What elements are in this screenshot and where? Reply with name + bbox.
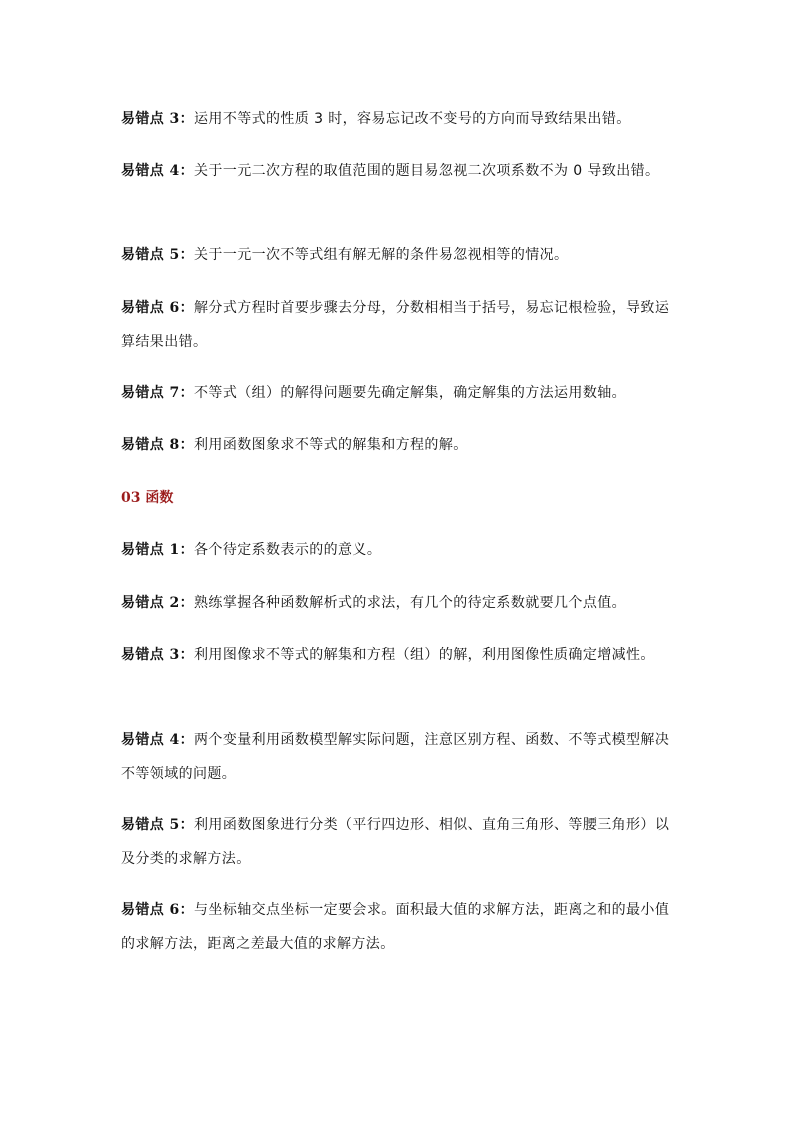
error-point-item xyxy=(121,893,677,961)
error-point-item xyxy=(121,808,677,876)
section-heading: 03 函数 xyxy=(121,490,174,506)
error-point-label: 易错点 6： xyxy=(121,902,195,918)
error-point-text: 各个待定系数表示的的意义。 xyxy=(194,542,382,558)
error-point-text: 与坐标轴交点坐标一定要会求。面积最大值的求解方法，距离之和的最小值的求解方法，距离之差最大值的求解方法。 xyxy=(121,902,670,952)
error-point-text: 关于一元一次不等式组有解无解的条件易忽视相等的情况。 xyxy=(194,247,569,263)
error-point-item xyxy=(121,376,677,410)
error-point-item xyxy=(121,723,677,791)
error-point-item xyxy=(121,291,677,359)
error-point-item xyxy=(121,154,677,188)
error-point-label: 易错点 7： xyxy=(121,385,195,401)
error-point-label: 易错点 3： xyxy=(121,111,195,127)
error-point-text: 关于一元二次方程的取值范围的题目易忽视二次项系数不为 0 导致出错。 xyxy=(194,163,660,179)
error-point-text: 利用函数图象求不等式的解集和方程的解。 xyxy=(194,437,468,453)
error-point-label: 易错点 5： xyxy=(121,247,195,263)
error-point-label: 易错点 8： xyxy=(121,437,195,453)
error-point-item xyxy=(121,638,677,672)
error-point-item xyxy=(121,586,677,620)
error-point-label: 易错点 3： xyxy=(121,647,195,663)
error-point-item xyxy=(121,428,677,462)
error-point-text: 不等式（组）的解得问题要先确定解集，确定解集的方法运用数轴。 xyxy=(194,385,627,401)
error-point-item xyxy=(121,102,677,136)
error-point-label: 易错点 2： xyxy=(121,595,195,611)
error-point-label: 易错点 4： xyxy=(121,163,195,179)
error-point-item xyxy=(121,238,677,272)
error-point-text: 熟练掌握各种函数解析式的求法，有几个的待定系数就要几个点值。 xyxy=(194,595,627,611)
error-point-text: 利用图像求不等式的解集和方程（组）的解，利用图像性质确定增减性。 xyxy=(194,647,655,663)
error-point-text: 两个变量利用函数模型解实际问题，注意区别方程、函数、不等式模型解决不等领域的问题。 xyxy=(121,732,670,782)
error-point-text: 运用不等式的性质 3 时，容易忘记改不变号的方向而导致结果出错。 xyxy=(194,111,631,127)
error-point-label: 易错点 6： xyxy=(121,300,195,316)
error-point-item xyxy=(121,533,677,567)
error-point-label: 易错点 4： xyxy=(121,732,195,748)
error-point-text: 利用函数图象进行分类（平行四边形、相似、直角三角形、等腰三角形）以及分类的求解方法。 xyxy=(121,817,670,867)
error-point-label: 易错点 1： xyxy=(121,542,195,558)
error-point-label: 易错点 5： xyxy=(121,817,195,833)
error-point-text: 解分式方程时首要步骤去分母，分数相相当于括号，易忘记根检验，导致运算结果出错。 xyxy=(121,300,670,350)
